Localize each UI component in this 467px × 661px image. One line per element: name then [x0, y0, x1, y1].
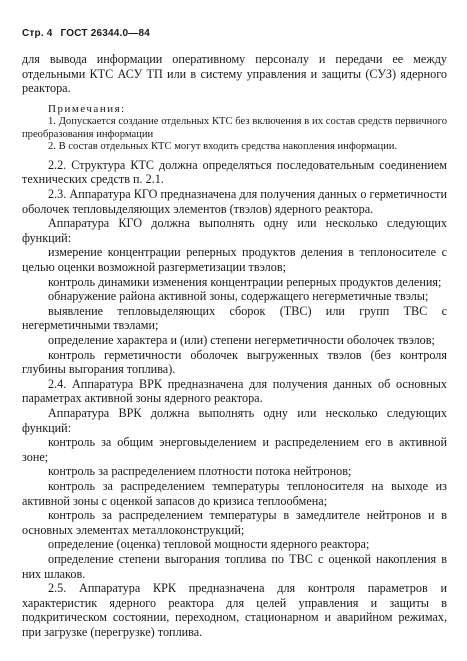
- clause-2-4: 2.4. Аппаратура ВРК предназначена для получения данных об основных параметрах активной зоны ядерного реактора.: [22, 376, 447, 406]
- kgo-function-2: контроль динамики изменения концентрации реперных продуктов деления;: [48, 274, 442, 289]
- vrk-function-3: контроль за распределением температуры теплоносителя на выходе из активной зоны с оценкой запасов до кризиса теплообмена;: [22, 478, 447, 508]
- kgo-function-6: контроль герметичности оболочек выгруженных твэлов (без контроля глубины выгорания топлива).: [22, 347, 447, 377]
- page-body: [22, 52, 447, 639]
- vrk-function-5: определение (оценка) тепловой мощности ядерного реактора;: [48, 537, 370, 552]
- vrk-functions-intro: Аппаратура ВРК должна выполнять одну или несколько следующих функций:: [22, 405, 447, 435]
- note-1: 1. Допускается создание отдельных КТС без включения в их состав средств первичного преобразования информации: [22, 116, 447, 140]
- notes-title: Примечания:: [48, 102, 126, 115]
- kgo-function-4: выявление тепловыделяющих сборок (ТВС) или групп ТВС с негерметичными твэлами;: [22, 303, 447, 333]
- standard-code: ГОСТ 26344.0—84: [60, 28, 150, 39]
- vrk-function-6: определение степени выгорания топлива по ТВС с оценкой накопления в них шлаков.: [22, 551, 447, 581]
- page-header: [22, 28, 155, 39]
- clause-2-5: 2.5. Аппаратура КРК предназначена для контроля параметров и характеристик ядерного реактора для целей управления и защиты в подкритическом состоянии, переходном, стационарном и аварийном режимах, при загрузке (перегрузке) топлива.: [22, 581, 447, 639]
- kgo-function-1: измерение концентрации реперных продуктов деления в теплоносителе с целью оценки возможной разгерметизации твэлов;: [22, 245, 447, 275]
- note-2: 2. В состав отдельных КТС могут входить средства накопления информации.: [48, 141, 398, 153]
- paragraph-continued: для вывода информации оперативному персоналу и передачи ее между отдельными КТС АСУ ТП или в систему управления и защиты (СУЗ) ядерного реактора.: [22, 52, 447, 96]
- kgo-function-5: определение характера и (или) степени негерметичности оболочек твэлов;: [48, 333, 435, 347]
- vrk-function-2: контроль за распределением плотности потока нейтронов;: [48, 464, 352, 479]
- clause-2-2: 2.2. Структура КТС должна определяться последовательным соединением технических средств п. 2.1.: [22, 157, 447, 187]
- clause-2-3: 2.3. Аппаратура КГО предназначена для получения данных о герметичности оболочек тепловыделяющих элементов (твэлов) ядерного реактора.: [22, 187, 447, 216]
- kgo-function-3: обнаружение района активной зоны, содержащего негерметичные твэлы;: [48, 289, 429, 304]
- kgo-functions-intro: Аппаратура КГО должна выполнять одну или несколько следующих функций:: [22, 216, 447, 245]
- page-number: Стр. 4: [22, 28, 53, 39]
- vrk-function-1: контроль за общим энерговыделением и распределением его в активной зоне;: [22, 435, 447, 464]
- vrk-function-4: контроль за распределением температуры в замедлителе нейтронов и в основных элементах металлоконструкций;: [22, 508, 447, 537]
